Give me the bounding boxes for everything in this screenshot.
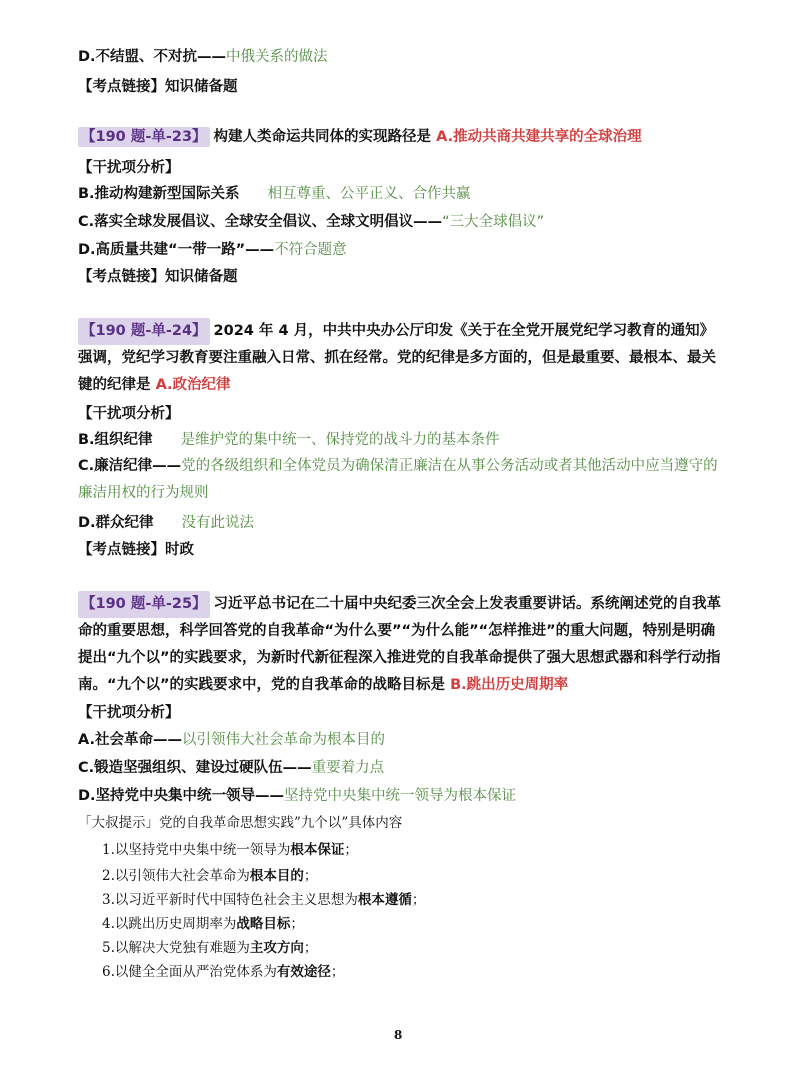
question-text: 2024 年 4 月，中共中央办公厅印发《关于在全党开展党纪学习教育的通知》强调，党纪学习教育要注重融入日常、抓在经常。党的纪律是多方面的，但是最重要、最根本、最关键的纪律是 <box>78 323 716 393</box>
ganrao-heading: 【干扰项分析】 <box>78 705 180 721</box>
option-b-label: B.推动构建新型国际关系 <box>78 186 240 202</box>
option-d-label: D.不结盟、不对抗—— <box>78 49 227 65</box>
ganrao-heading: 【干扰项分析】 <box>78 160 180 176</box>
answer-text: A.推动共商共建共享的全球治理 <box>436 129 642 145</box>
kaodian-link: 【考点链接】知识储备题 <box>78 79 238 95</box>
tips-item: 6.以健全全面从严治党体系为有效途径； <box>102 964 345 980</box>
option-d-line <box>78 240 347 260</box>
question-tag: 【190 题-单-23】 <box>78 127 210 147</box>
option-d-line <box>78 786 516 806</box>
option-c-analysis: 党的各级组织和全体党员为确保清正廉洁在从事公务活动或者其他活动中应当遵守的廉洁用权的行为规则 <box>78 458 718 501</box>
kaodian-link: 【考点链接】时政 <box>78 542 194 558</box>
option-c-line <box>78 212 544 232</box>
page-number: 8 <box>394 1028 403 1042</box>
question-25 <box>78 591 724 699</box>
option-c-label: C.廉洁纪律—— <box>78 458 182 474</box>
option-d-analysis: 不符合题意 <box>274 242 347 258</box>
option-d-analysis: 中俄关系的做法 <box>226 49 328 65</box>
option-a-analysis: 以引领伟大社会革命为根本目的 <box>182 732 385 748</box>
option-a-label: A.社会革命—— <box>78 732 182 748</box>
tips-item: 3.以习近平新时代中国特色社会主义思想为根本遵循； <box>102 892 426 908</box>
tips-title: 「大叔提示」党的自我革命思想实践”九个以”具体内容 <box>78 815 403 831</box>
option-d-label: D.坚持党中央集中统一领导—— <box>78 788 285 804</box>
option-d-analysis: 没有此说法 <box>181 515 255 531</box>
option-d-analysis: 坚持党中央集中统一领导为根本保证 <box>284 788 517 804</box>
tips-item: 1.以坚持党中央集中统一领导为根本保证； <box>102 842 358 858</box>
option-c-label: C.锻造坚强组织、建设过硬队伍—— <box>78 760 312 776</box>
option-d-line <box>78 47 328 67</box>
question-24 <box>78 318 724 399</box>
question-23 <box>78 127 642 147</box>
option-b-analysis: 是维护党的集中统一、保持党的战斗力的基本条件 <box>180 432 500 448</box>
answer-text: A.政治纪律 <box>155 377 231 393</box>
option-b-line <box>78 430 500 450</box>
question-tag: 【190 题-单-24】 <box>78 318 210 345</box>
option-b-line <box>78 184 471 204</box>
kaodian-link: 【考点链接】知识储备题 <box>78 269 238 285</box>
ganrao-heading: 【干扰项分析】 <box>78 406 180 422</box>
option-c-analysis: “三大全球倡议” <box>442 214 545 230</box>
tips-item: 4.以跳出历史周期率为战略目标； <box>102 916 304 932</box>
question-text: 构建人类命运共同体的实现路径是 <box>213 129 437 145</box>
option-d-line <box>78 513 254 533</box>
option-c-label: C.落实全球发展倡议、全球安全倡议、全球文明倡议—— <box>78 214 443 230</box>
option-b-analysis: 相互尊重、公平正义、合作共赢 <box>267 186 471 202</box>
option-d-label: D.群众纪律 <box>78 515 154 531</box>
option-b-label: B.组织纪律 <box>78 432 153 448</box>
question-tag: 【190 题-单-25】 <box>78 591 210 618</box>
option-c-line <box>78 758 384 778</box>
option-c-line <box>78 453 724 507</box>
answer-text: B.跳出历史周期率 <box>450 677 569 693</box>
option-d-label: D.高质量共建“一带一路”—— <box>78 242 275 258</box>
question-text: 习近平总书记在二十届中央纪委三次全会上发表重要讲话。系统阐述党的自我革命的重要思想，科学回答党的自我革命“为什么要”“为什么能”“怎样推进”的重大问题，特别是明确提出“九个以”的实践要求，为新时代新征程深入推进党的自我革命提供了强大思想武器和科学行动指南。“九个以”的实践要求中，党的自我革命的战略目标是 <box>78 596 722 693</box>
tips-item: 5.以解决大党独有难题为主攻方向； <box>102 940 318 956</box>
tips-item: 2.以引领伟大社会革命为根本目的； <box>102 868 318 884</box>
option-c-analysis: 重要着力点 <box>311 760 385 776</box>
option-a-line <box>78 730 385 750</box>
